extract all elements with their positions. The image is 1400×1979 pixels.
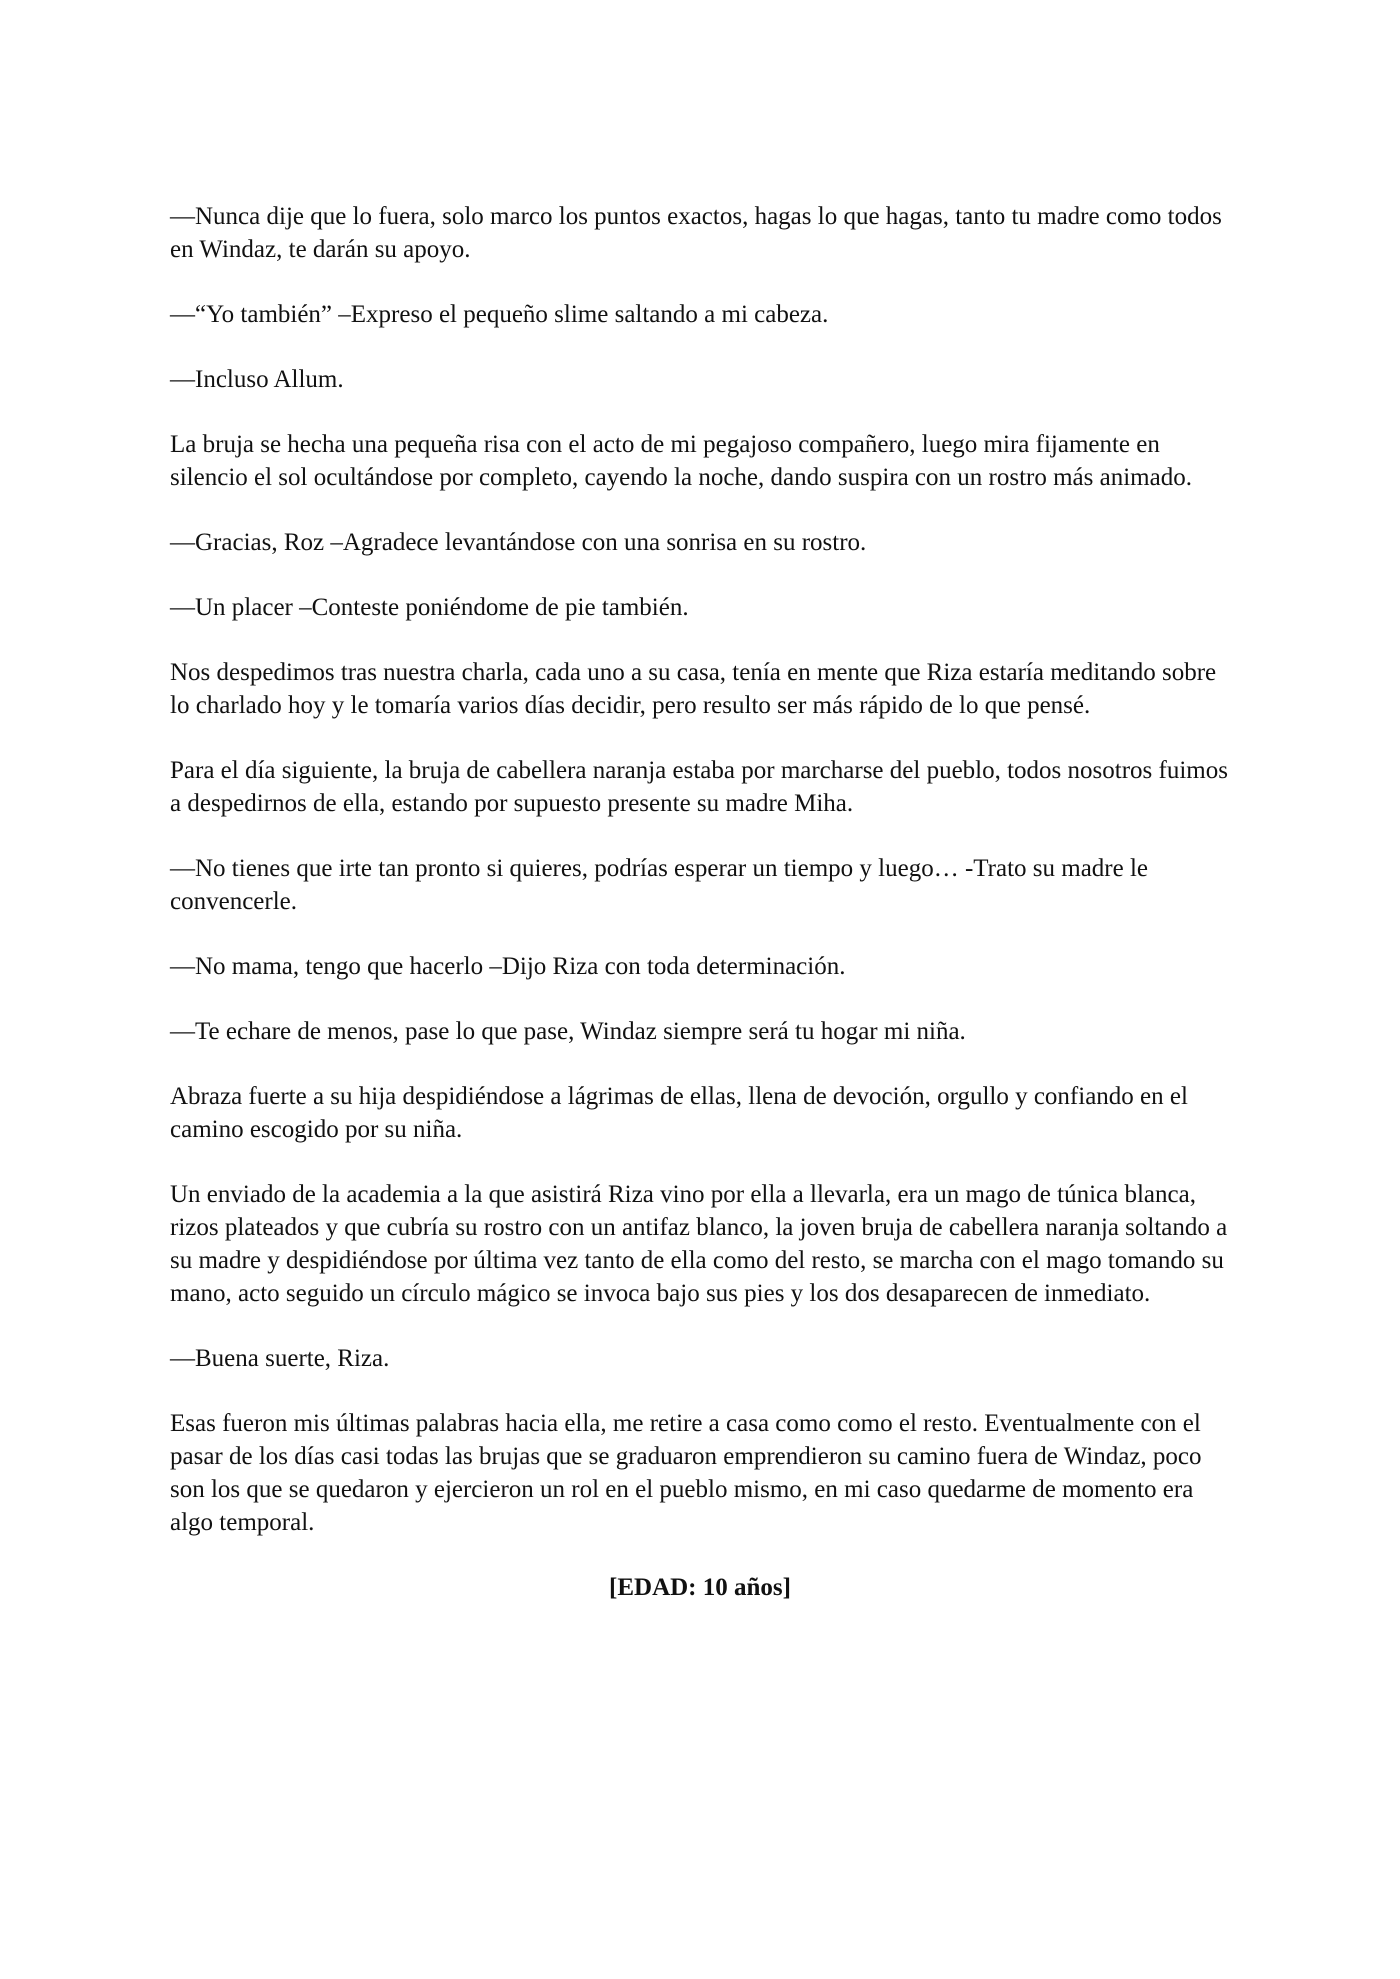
paragraph-10: —No mama, tengo que hacerlo –Dijo Riza con toda determinación. bbox=[170, 953, 846, 980]
document-page bbox=[170, 200, 1230, 1636]
paragraph-14: —Buena suerte, Riza. bbox=[170, 1345, 390, 1372]
paragraph-11: —Te echare de menos, pase lo que pase, Windaz siempre será tu hogar mi niña. bbox=[170, 1018, 966, 1045]
paragraph-7: Nos despedimos tras nuestra charla, cada uno a su casa, tenía en mente que Riza estaría meditando sobre lo charlado hoy y le tomaría varios días decidir, pero resulto ser más rápido de lo que pensé. bbox=[170, 659, 1217, 719]
paragraph-8: Para el día siguiente, la bruja de cabellera naranja estaba por marcharse del pueblo, todos nosotros fuimos a despedirnos de ella, estando por supuesto presente su madre Miha. bbox=[170, 757, 1228, 817]
paragraph-4: La bruja se hecha una pequeña risa con el acto de mi pegajoso compañero, luego mira fijamente en silencio el sol ocultándose por completo, cayendo la noche, dando suspira con un rostro más animado. bbox=[170, 431, 1192, 491]
paragraph-2: —“Yo también” –Expreso el pequeño slime saltando a mi cabeza. bbox=[170, 301, 829, 328]
paragraph-12: Abraza fuerte a su hija despidiéndose a lágrimas de ellas, llena de devoción, orgullo y confiando en el camino escogido por su niña. bbox=[170, 1083, 1188, 1143]
paragraph-13: Un enviado de la academia a la que asistirá Riza vino por ella a llevarla, era un mago de túnica blanca, rizos plateados y que cubría su rostro con un antifaz blanco, la joven bruja de cabellera naranja soltando a su madre y despidiéndose por última vez tanto de ella como del resto, se marcha con el mago tomando su mano, acto seguido un círculo mágico se invoca bajo sus pies y los dos desaparecen de inmediato. bbox=[170, 1181, 1228, 1307]
paragraph-9: —No tienes que irte tan pronto si quieres, podrías esperar un tiempo y luego… -Trato su madre le convencerle. bbox=[170, 855, 1149, 915]
paragraph-5: —Gracias, Roz –Agradece levantándose con una sonrisa en su rostro. bbox=[170, 529, 867, 556]
paragraph-15: Esas fueron mis últimas palabras hacia ella, me retire a casa como como el resto. Eventualmente con el pasar de los días casi todas las brujas que se graduaron emprendieron su camino fuera de Windaz, poco son los que se quedaron y ejercieron un rol en el pueblo mismo, en mi caso quedarme de momento era algo temporal. bbox=[170, 1410, 1202, 1536]
paragraph-6: —Un placer –Conteste poniéndome de pie también. bbox=[170, 594, 689, 621]
paragraph-3: —Incluso Allum. bbox=[170, 366, 344, 393]
paragraph-1: —Nunca dije que lo fuera, solo marco los puntos exactos, hagas lo que hagas, tanto tu madre como todos en Windaz, te darán su apoyo. bbox=[170, 203, 1222, 263]
age-heading: [EDAD: 10 años] bbox=[609, 1574, 791, 1601]
